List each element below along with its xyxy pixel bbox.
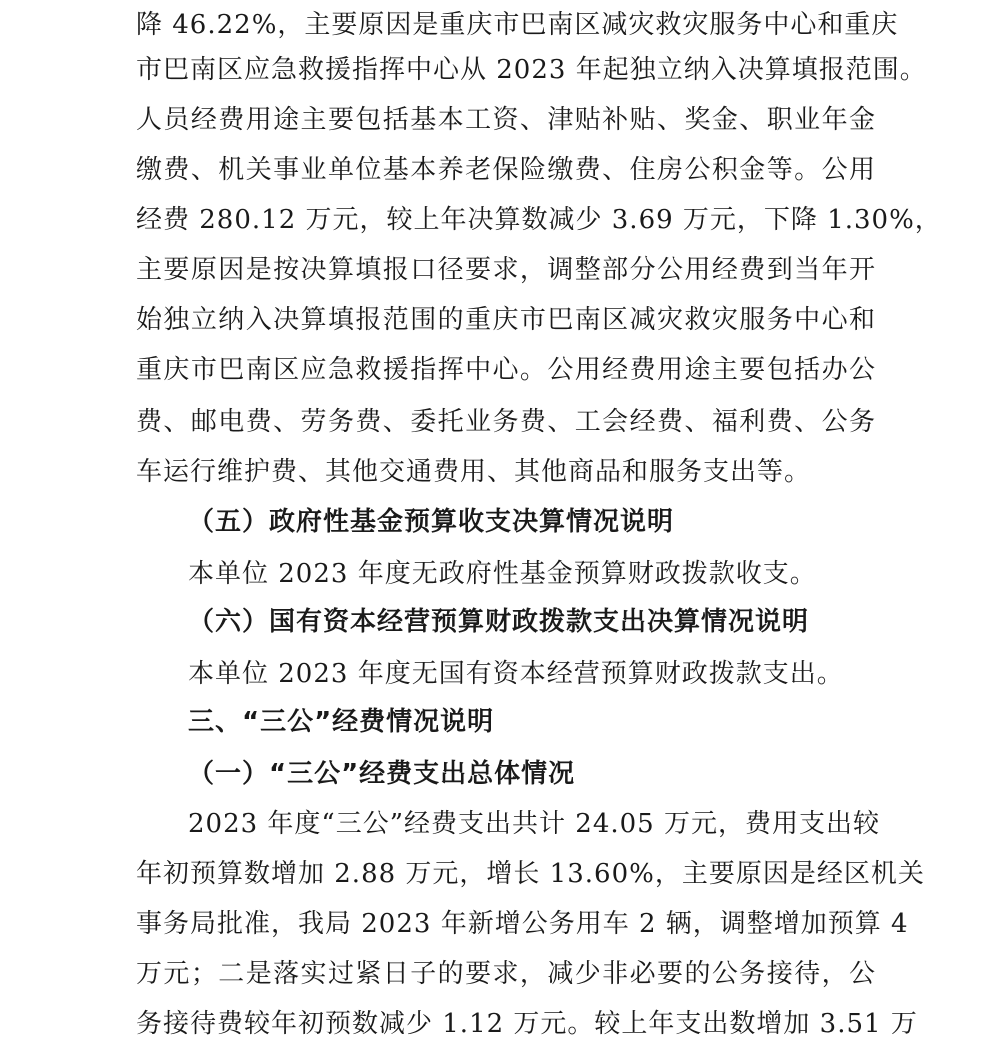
section-heading-6: （六）国有资本经营预算财政拨款支出决算情况说明 [188, 607, 810, 637]
section-heading-three: 三、“三公”经费情况说明 [188, 707, 495, 737]
body-text-line: 费、邮电费、劳务费、委托业务费、工会经费、福利费、公务 [136, 407, 876, 437]
body-text-line: 重庆市巴南区应急救援指挥中心。公用经费用途主要包括办公 [136, 355, 876, 385]
body-text-line: 经费 280.12 万元，较上年决算数减少 3.69 万元，下降 1.30%， [136, 205, 942, 235]
body-text-line: 人员经费用途主要包括基本工资、津贴补贴、奖金、职业年金 [136, 105, 876, 135]
body-text-line: 本单位 2023 年度无政府性基金预算财政拨款收支。 [188, 559, 817, 589]
body-text-line: 始独立纳入决算填报范围的重庆市巴南区减灾救灾服务中心和 [136, 305, 876, 335]
body-text-line: 万元；二是落实过紧日子的要求，减少非必要的公务接待，公 [136, 959, 876, 989]
body-text-line: 缴费、机关事业单位基本养老保险缴费、住房公积金等。公用 [136, 155, 876, 185]
body-text-line: 主要原因是按决算填报口径要求，调整部分公用经费到当年开 [136, 255, 876, 285]
body-text-line: 车运行维护费、其他交通费用、其他商品和服务支出等。 [136, 457, 812, 487]
body-text-line: 降 46.22%，主要原因是重庆市巴南区减灾救灾服务中心和重庆 [136, 10, 899, 40]
section-heading-5: （五）政府性基金预算收支决算情况说明 [188, 507, 675, 537]
body-text-line: 市巴南区应急救援指挥中心从 2023 年起独立纳入决算填报范围。 [136, 55, 927, 85]
body-text-line: 本单位 2023 年度无国有资本经营预算财政拨款支出。 [188, 659, 844, 689]
subsection-heading-1: （一）“三公”经费支出总体情况 [188, 759, 576, 789]
body-text-line: 2023 年度“三公”经费支出共计 24.05 万元，费用支出较 [188, 809, 880, 839]
body-text-line: 务接待费较年初预数减少 1.12 万元。较上年支出数增加 3.51 万 [136, 1009, 918, 1039]
body-text-line: 事务局批准，我局 2023 年新增公务用车 2 辆，调整增加预算 4 [136, 909, 909, 939]
body-text-line: 年初预算数增加 2.88 万元，增长 13.60%，主要原因是经区机关 [136, 859, 925, 889]
